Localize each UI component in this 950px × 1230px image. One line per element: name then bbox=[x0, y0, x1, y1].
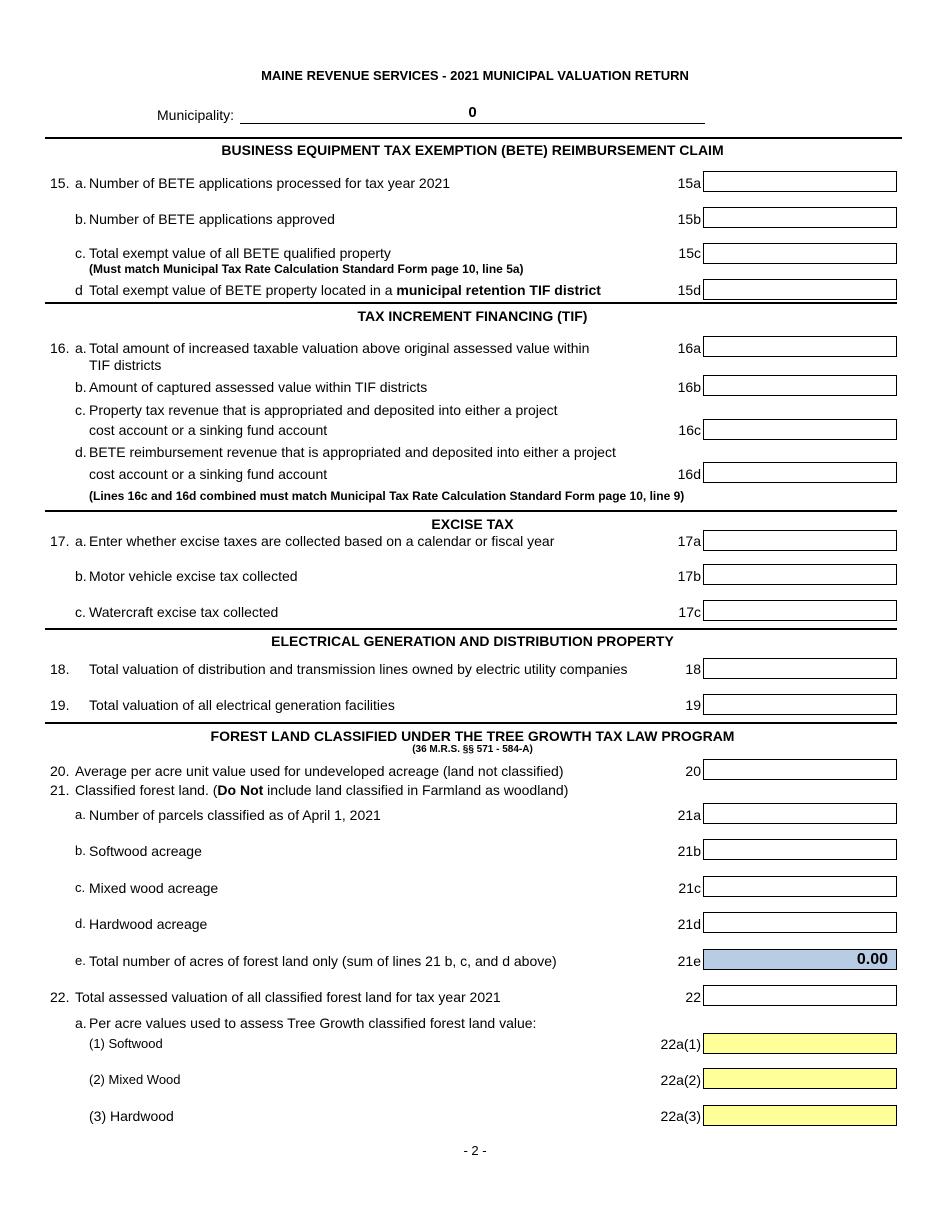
line-18-input[interactable] bbox=[703, 658, 897, 679]
line-21a-code: 21a bbox=[677, 807, 701, 823]
line-15a-code: 15a bbox=[677, 175, 701, 191]
line-22a2-label: (2) Mixed Wood bbox=[89, 1072, 181, 1087]
line-21c-code: 21c bbox=[678, 880, 701, 896]
line-17b-input[interactable] bbox=[703, 564, 897, 585]
line-21c-input[interactable] bbox=[703, 876, 897, 897]
line-16d-prefix: d. bbox=[75, 444, 87, 460]
line-16c-code: 16c bbox=[678, 422, 701, 438]
line-21-label-emphasis: Do Not bbox=[217, 782, 264, 798]
section-divider bbox=[45, 628, 897, 630]
line-15c-code: 15c bbox=[678, 245, 701, 261]
line-15d-label bbox=[89, 282, 601, 298]
forest-heading: FOREST LAND CLASSIFIED UNDER THE TREE GROWTH TAX LAW PROGRAM bbox=[210, 728, 735, 744]
line-15b-code: 15b bbox=[677, 211, 701, 227]
line-17c-prefix: c. bbox=[75, 604, 86, 620]
line-16c-label: Property tax revenue that is appropriated and deposited into either a project bbox=[89, 402, 558, 418]
line-17a-prefix: a. bbox=[75, 533, 87, 549]
line-22a-prefix: a. bbox=[75, 1015, 87, 1031]
line-15b-prefix: b. bbox=[75, 211, 87, 227]
line-16a-input[interactable] bbox=[703, 336, 897, 357]
line-21-label-text: Classified forest land. ( bbox=[75, 782, 218, 798]
line-15c-input[interactable] bbox=[703, 243, 897, 264]
line-21b-input[interactable] bbox=[703, 839, 897, 860]
line-17c-label: Watercraft excise tax collected bbox=[89, 604, 279, 620]
line-15a-input[interactable] bbox=[703, 171, 897, 192]
line-16c-label-continued: cost account or a sinking fund account bbox=[89, 422, 328, 438]
line-17c-code: 17c bbox=[678, 604, 701, 620]
line-17a-label: Enter whether excise taxes are collected based on a calendar or fiscal year bbox=[89, 533, 555, 549]
section-divider bbox=[45, 510, 897, 512]
line-17b-label: Motor vehicle excise tax collected bbox=[89, 568, 298, 584]
line-16a-code: 16a bbox=[677, 340, 701, 356]
line-20-input[interactable] bbox=[703, 759, 897, 780]
section-divider bbox=[45, 722, 897, 724]
line-16a-prefix: a. bbox=[75, 340, 87, 356]
line-21e-prefix: e. bbox=[75, 953, 86, 968]
line-19-label: Total valuation of all electrical generation facilities bbox=[89, 697, 395, 713]
line-21e-label: Total number of acres of forest land only (sum of lines 21 b, c, and d above) bbox=[89, 953, 557, 969]
line-15d-label-emphasis: municipal retention TIF district bbox=[396, 282, 601, 298]
line-19-code: 19 bbox=[685, 697, 701, 713]
line-22a1-input[interactable] bbox=[703, 1033, 897, 1054]
line-16b-prefix: b. bbox=[75, 379, 87, 395]
line-21b-label: Softwood acreage bbox=[89, 843, 202, 859]
form-title: MAINE REVENUE SERVICES - 2021 MUNICIPAL VALUATION RETURN bbox=[261, 68, 689, 83]
line-16-number: 16. bbox=[50, 340, 70, 356]
line-16d-label-continued: cost account or a sinking fund account bbox=[89, 466, 328, 482]
line-21b-code: 21b bbox=[677, 843, 701, 859]
line-15d-prefix: d bbox=[75, 282, 83, 298]
line-20-code: 20 bbox=[685, 763, 701, 779]
line-15b-label: Number of BETE applications approved bbox=[89, 211, 335, 227]
line-16c-prefix: c. bbox=[75, 402, 86, 418]
line-21d-label: Hardwood acreage bbox=[89, 916, 208, 932]
section-divider bbox=[45, 137, 902, 139]
line-16c-input[interactable] bbox=[703, 419, 897, 440]
line-19-number: 19. bbox=[50, 697, 70, 713]
line-15d-label-text: Total exempt value of BETE property located in a bbox=[89, 282, 397, 298]
line-18-number: 18. bbox=[50, 661, 70, 677]
line-21a-input[interactable] bbox=[703, 803, 897, 824]
line-21b-prefix: b. bbox=[75, 843, 86, 858]
line-18-code: 18 bbox=[685, 661, 701, 677]
line-15c-prefix: c. bbox=[75, 245, 86, 261]
line-22-input[interactable] bbox=[703, 985, 897, 1006]
line-15d-code: 15d bbox=[677, 282, 701, 298]
line-15b-input[interactable] bbox=[703, 207, 897, 228]
line-15c-note: (Must match Municipal Tax Rate Calculation Standard Form page 10, line 5a) bbox=[89, 262, 524, 276]
line-22a3-input[interactable] bbox=[703, 1105, 897, 1126]
tif-heading: TAX INCREMENT FINANCING (TIF) bbox=[357, 308, 588, 324]
line-16b-code: 16b bbox=[677, 379, 701, 395]
line-16d-label: BETE reimbursement revenue that is appropriated and deposited into either a project bbox=[89, 444, 616, 460]
line-15d-input[interactable] bbox=[703, 279, 897, 300]
line-21-label bbox=[75, 782, 568, 798]
line-16a-label-continued: TIF districts bbox=[89, 357, 162, 373]
line-22a1-label: (1) Softwood bbox=[89, 1036, 163, 1051]
line-22a2-code: 22a(2) bbox=[660, 1072, 701, 1088]
municipality-underline bbox=[240, 123, 705, 124]
line-22-label: Total assessed valuation of all classified forest land for tax year 2021 bbox=[75, 989, 501, 1005]
line-22a1-code: 22a(1) bbox=[660, 1036, 701, 1052]
forest-subheading: (36 M.R.S. §§ 571 - 584-A) bbox=[412, 744, 533, 755]
line-19-input[interactable] bbox=[703, 694, 897, 715]
line-17a-input[interactable] bbox=[703, 530, 897, 551]
line-21d-input[interactable] bbox=[703, 912, 897, 933]
line-21c-prefix: c. bbox=[75, 880, 86, 895]
line-22-number: 22. bbox=[50, 989, 70, 1005]
line-16d-code: 16d bbox=[677, 466, 701, 482]
line-21e-total-field bbox=[703, 949, 897, 970]
line-16a-label: Total amount of increased taxable valuation above original assessed value within bbox=[89, 340, 590, 356]
line-17a-code: 17a bbox=[677, 533, 701, 549]
line-20-number: 20. bbox=[50, 763, 70, 779]
excise-heading: EXCISE TAX bbox=[431, 516, 514, 532]
line-22a-label: Per acre values used to assess Tree Growth classified forest land value: bbox=[89, 1015, 537, 1031]
line-17c-input[interactable] bbox=[703, 600, 897, 621]
line-16-note: (Lines 16c and 16d combined must match Municipal Tax Rate Calculation Standard Form page 10, line 9) bbox=[89, 489, 685, 503]
line-22a3-label: (3) Hardwood bbox=[89, 1108, 174, 1124]
line-22a3-code: 22a(3) bbox=[660, 1108, 701, 1124]
line-16d-input[interactable] bbox=[703, 462, 897, 483]
line-22a2-input[interactable] bbox=[703, 1068, 897, 1089]
section-divider bbox=[45, 302, 897, 304]
line-18-label: Total valuation of distribution and transmission lines owned by electric utility companies bbox=[89, 661, 628, 677]
line-21d-prefix: d. bbox=[75, 916, 86, 931]
line-15a-prefix: a. bbox=[75, 175, 87, 191]
municipality-field[interactable]: 0 bbox=[468, 104, 477, 121]
line-21c-label: Mixed wood acreage bbox=[89, 880, 219, 896]
municipality-label: Municipality: bbox=[157, 107, 235, 123]
line-16b-input[interactable] bbox=[703, 375, 897, 396]
line-21-label-text-end: include land classified in Farmland as woodland) bbox=[263, 782, 569, 798]
line-20-label: Average per acre unit value used for undeveloped acreage (land not classified) bbox=[75, 763, 564, 779]
line-21e-code: 21e bbox=[677, 953, 701, 969]
page-number: - 2 - bbox=[463, 1143, 487, 1158]
line-17b-code: 17b bbox=[677, 568, 701, 584]
line-21a-label: Number of parcels classified as of April 1, 2021 bbox=[89, 807, 381, 823]
line-21a-prefix: a. bbox=[75, 807, 86, 822]
line-22-code: 22 bbox=[685, 989, 701, 1005]
line-15a-label: Number of BETE applications processed for tax year 2021 bbox=[89, 175, 451, 191]
electrical-heading: ELECTRICAL GENERATION AND DISTRIBUTION PROPERTY bbox=[271, 633, 674, 649]
line-16b-label: Amount of captured assessed value within TIF districts bbox=[89, 379, 428, 395]
line-17b-prefix: b. bbox=[75, 568, 87, 584]
line-15c-label: Total exempt value of all BETE qualified property bbox=[89, 245, 391, 261]
line-15-number: 15. bbox=[50, 175, 70, 191]
bete-heading: BUSINESS EQUIPMENT TAX EXEMPTION (BETE) REIMBURSEMENT CLAIM bbox=[221, 142, 724, 158]
line-21-number: 21. bbox=[50, 782, 70, 798]
line-21e-total-value: 0.00 bbox=[856, 951, 888, 968]
line-21d-code: 21d bbox=[677, 916, 701, 932]
line-17-number: 17. bbox=[50, 533, 70, 549]
